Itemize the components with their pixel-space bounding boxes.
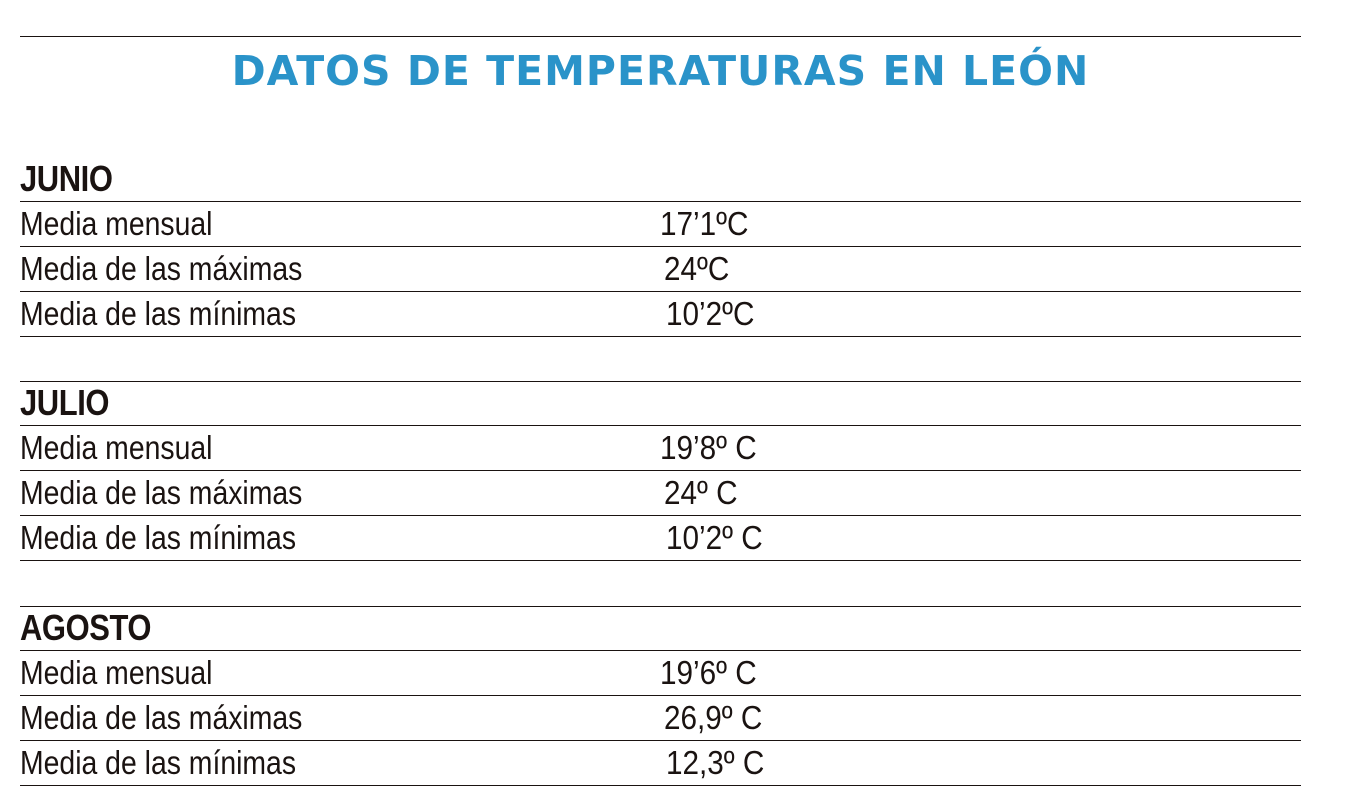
section-header [20, 381, 1301, 426]
row-label: Media de las máximas [20, 474, 303, 511]
row-value: 10’2ºC [666, 295, 755, 332]
chart-title: DATOS DE TEMPERATURAS EN LEÓN [231, 47, 1090, 95]
month-label: JULIO [20, 382, 110, 423]
top-rule [20, 36, 1301, 37]
row-label: Media de las mínimas [20, 295, 297, 332]
row-label: Media de las máximas [20, 250, 303, 287]
row-value: 24ºC [664, 250, 730, 287]
section-agosto [20, 606, 1301, 786]
row-value: 17’1ºC [660, 205, 749, 242]
table-row [20, 651, 1301, 696]
table-row [20, 471, 1301, 516]
table-row [20, 741, 1301, 786]
section-header [20, 157, 1301, 202]
row-value: 19’6º C [660, 654, 757, 691]
row-value: 19’8º C [660, 429, 757, 466]
table-row [20, 426, 1301, 471]
table-row [20, 292, 1301, 337]
month-label: JUNIO [20, 158, 113, 199]
section-header [20, 606, 1301, 651]
row-value: 26,9º C [664, 699, 763, 736]
row-label: Media de las máximas [20, 699, 303, 736]
table-row [20, 516, 1301, 561]
row-label: Media mensual [20, 205, 213, 242]
row-label: Media mensual [20, 654, 213, 691]
row-label: Media de las mínimas [20, 744, 297, 781]
table-row [20, 696, 1301, 741]
section-julio [20, 381, 1301, 561]
row-label: Media de las mínimas [20, 519, 297, 556]
row-value: 12,3º C [666, 744, 765, 781]
row-value: 10’2º C [666, 519, 763, 556]
section-junio [20, 157, 1301, 337]
table-row [20, 247, 1301, 292]
row-label: Media mensual [20, 429, 213, 466]
month-label: AGOSTO [20, 607, 152, 648]
row-value: 24º C [664, 474, 738, 511]
table-row [20, 202, 1301, 247]
